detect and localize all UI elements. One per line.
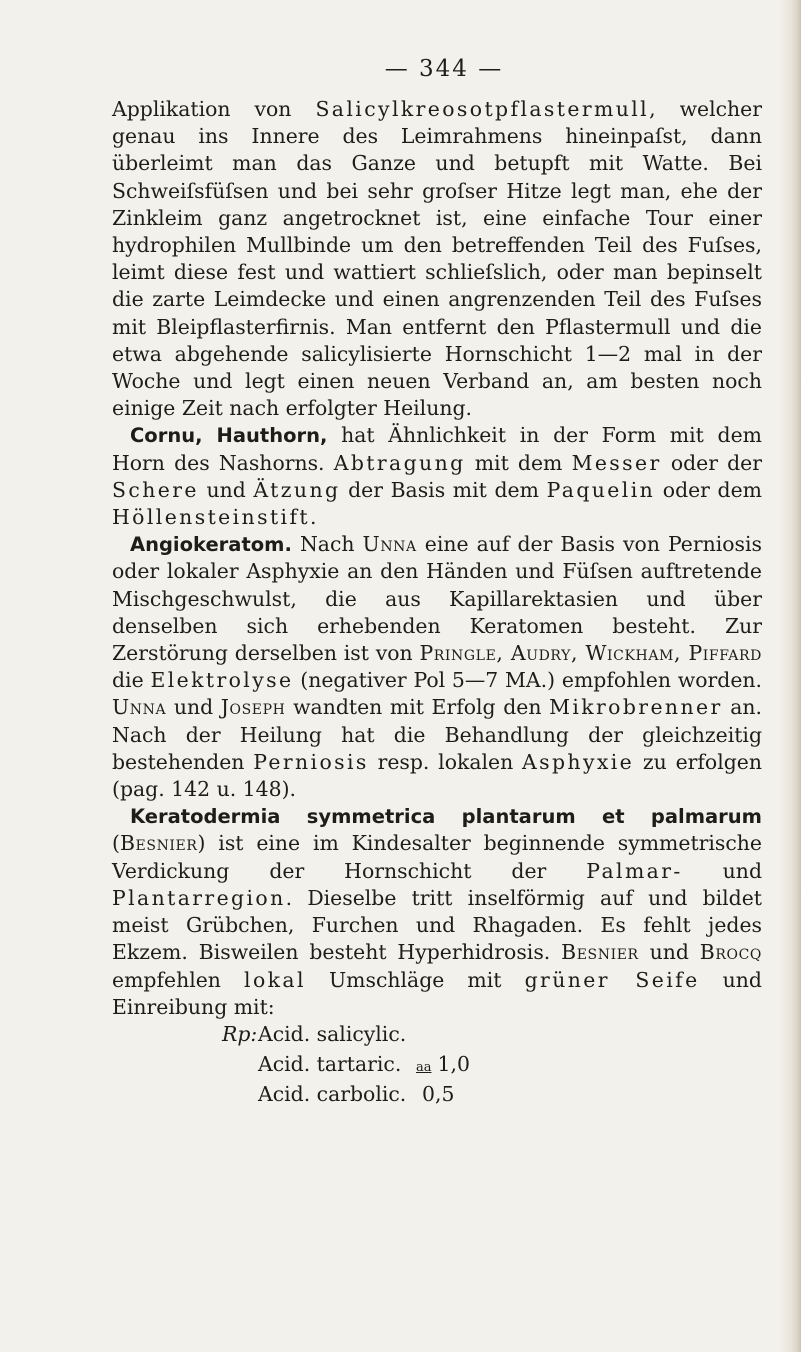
spaced-term: Salicylkreosotpflastermull	[315, 97, 650, 121]
prescription-row	[222, 1021, 762, 1051]
ana-mark: aa	[416, 1060, 432, 1076]
prescription-drug: Acid. carbolic.	[258, 1082, 407, 1107]
prescription-row	[222, 1081, 762, 1111]
prescription-label: Rp:	[222, 1021, 258, 1046]
section-heading-cornu: Cornu, Hauthorn,	[130, 424, 328, 448]
prescription-drug: Acid. salicylic.	[258, 1021, 407, 1046]
section-heading-keratodermia: Keratodermia symmetrica plantarum et palmarum	[130, 805, 762, 829]
prescription-row	[222, 1051, 762, 1081]
paragraph-angiokeratom: Angiokeratom. Nach Unna eine auf der Basis von Perniosis oder lokaler Asphyxie an den Händen und Füſsen auftretende Mischgeschwulst, die aus Kapillarektasien und über denselben sich erhebenden Keratomen besteht. Zur Zerstörung derselben ist von Pringle, Audry, Wickham, Piffard die Elektrolyse (negativer Pol 5—7 MA.) empfohlen worden. Unna und Joseph wandten mit Erfolg den Mikrobrenner an. Nach der Heilung hat die Behandlung der gleichzeitig bestehenden Perniosis resp. lokalen Asphyxie zu erfolgen (pag. 142 u. 148).	[112, 532, 763, 802]
section-heading-angiokeratom: Angiokeratom.	[130, 533, 292, 557]
page-number: — 344 —	[384, 56, 504, 82]
page-edge-shadow	[779, 0, 801, 1352]
prescription-amount	[416, 1021, 496, 1051]
book-page	[112, 56, 762, 1112]
paragraph-keratodermia: Keratodermia symmetrica plantarum et palmarum (Besnier) ist eine im Kindesalter beginnende symmetrische Verdickung der Hornschicht der Palmar- und Plantarregion. Dieselbe tritt inselförmig auf und bildet meist Grübchen, Furchen und Rhagaden. Es fehlt jedes Ekzem. Bisweilen besteht Hyperhidrosis. Besnier und Brocq empfehlen lokal Umschläge mit grüner Seife und Einreibung mit:	[112, 805, 762, 1019]
prescription-amount: aa 1,0	[416, 1052, 470, 1077]
prescription-drug: Acid. tartaric.	[258, 1052, 402, 1077]
prescription	[222, 1021, 762, 1112]
paragraph-pflastermull: Applikation von Salicylkreosotpflastermull, welcher genau ins Innere des Leimrahmens hineinpaſst, dann überleimt man das Ganze und betupft mit Watte. Bei Schweiſsfüſsen und bei sehr groſser Hitze legt man, ehe der Zinkleim ganz angetrocknet ist, eine einfache Tour einer hydrophilen Mullbinde um den betreffenden Teil des Fuſses, leimt diese fest und wattiert schlieſslich, oder man bepinselt die zarte Leimdecke und einen angrenzenden Teil des Fuſses mit Bleipflasterfirnis. Man entfernt den Pflastermull und die etwa abgehende salicylisierte Hornschicht 1—2 mal in der Woche und legt einen neuen Verband an, am besten noch einige Zeit nach erfolgter Heilung.	[112, 97, 762, 421]
prescription-amount: 0,5	[422, 1082, 455, 1107]
paragraph-cornu: Cornu, Hauthorn, hat Ähnlichkeit in der Form mit dem Horn des Nashorns. Abtragung mit dem Messer oder der Schere und Ätzung der Basis mit dem Paquelin oder dem Höllensteinstift.	[112, 423, 763, 530]
